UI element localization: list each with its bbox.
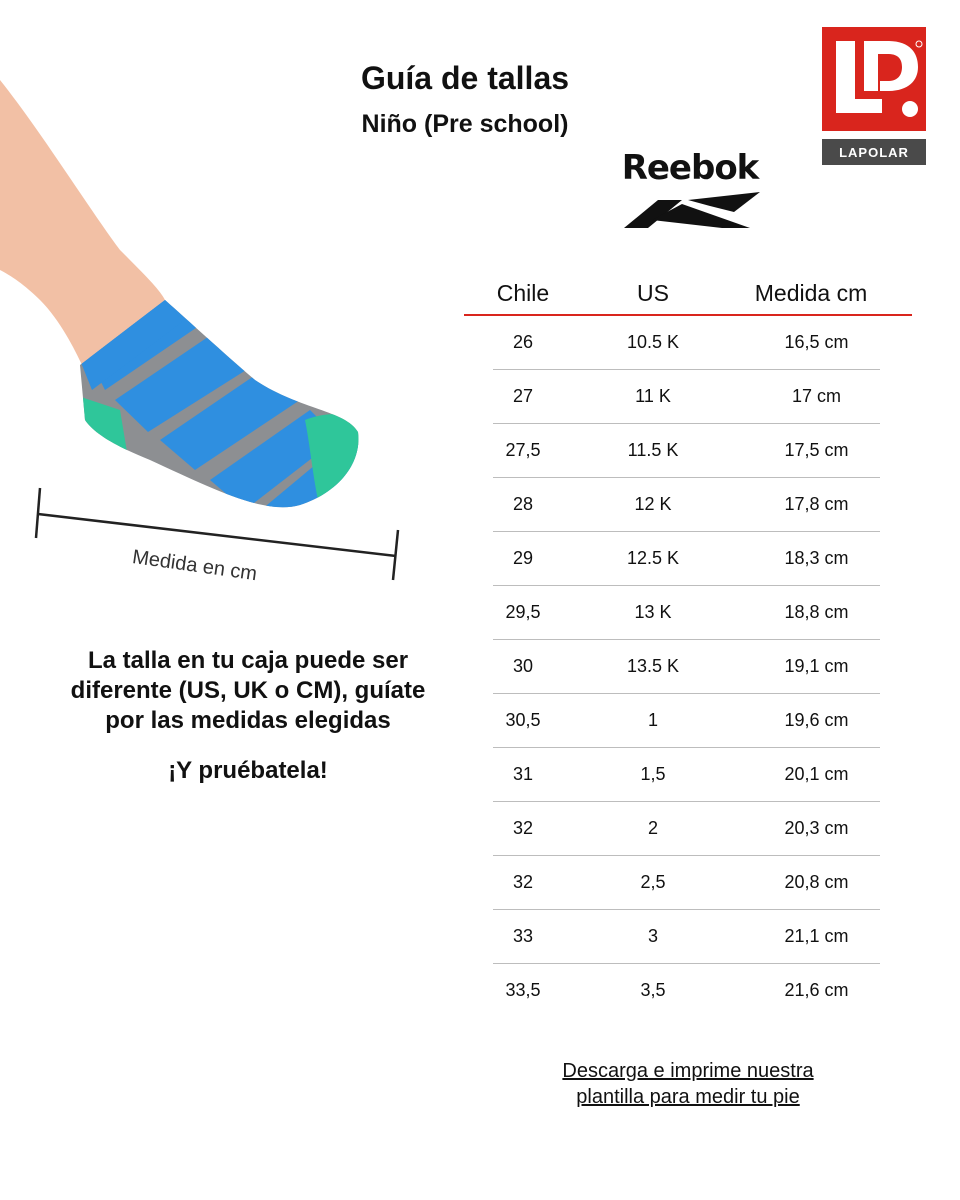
download-line-2[interactable]: plantilla para medir tu pie [576, 1086, 800, 1108]
cell-chile: 27,5 [505, 440, 541, 460]
table-row [493, 856, 880, 910]
table-row [493, 748, 880, 802]
size-note-line-3: por las medidas elegidas [105, 707, 391, 734]
cell-chile: 31 [512, 764, 534, 784]
page-title: Guía de tallas [360, 60, 570, 96]
striped-sock-foot-icon [0, 60, 420, 600]
sock-illustration [0, 60, 420, 600]
cell-chile: 33 [512, 926, 534, 946]
reebok-vector-icon [622, 190, 762, 230]
table-row [493, 964, 880, 1017]
cell-cm: 18,8 cm [784, 602, 849, 622]
size-note-line-1: La talla en tu caja puede ser [87, 647, 409, 674]
cell-chile: 32 [512, 872, 534, 892]
cell-chile: 33,5 [505, 980, 541, 1000]
cell-cm: 20,1 cm [784, 764, 849, 784]
cell-chile: 28 [512, 494, 534, 514]
table-row [493, 316, 880, 370]
cell-us: 13.5 K [626, 656, 680, 676]
cell-us: 1 [647, 710, 658, 730]
table-row [493, 370, 880, 424]
cell-cm: 17 cm [791, 386, 842, 406]
cell-cm: 19,6 cm [784, 710, 849, 730]
reebok-wordmark: Reebok [621, 148, 759, 188]
table-row [493, 910, 880, 964]
cell-us: 3 [647, 926, 658, 946]
cell-us: 11 K [635, 386, 671, 406]
size-note [40, 646, 456, 736]
cell-cm: 20,8 cm [784, 872, 849, 892]
table-row [493, 424, 880, 478]
cell-chile: 27 [512, 386, 534, 406]
measure-label: Medida en cm [130, 546, 259, 586]
cell-us: 12 K [634, 494, 672, 514]
lapolar-logo [822, 27, 926, 165]
cell-chile: 30,5 [505, 710, 541, 730]
cell-us: 1,5 [640, 764, 666, 784]
cell-cm: 20,3 cm [784, 818, 849, 838]
cell-cm: 21,1 cm [784, 926, 849, 946]
cell-us: 12.5 K [626, 548, 680, 568]
table-row [493, 694, 880, 748]
download-line-1[interactable]: Descarga e imprime nuestra [562, 1060, 814, 1082]
cell-us: 2,5 [640, 872, 666, 892]
table-row [493, 802, 880, 856]
header-chile: Chile [496, 279, 550, 306]
cell-cm: 21,6 cm [784, 980, 849, 1000]
cell-chile: 32 [512, 818, 534, 838]
page-subtitle: Niño (Pre school) [361, 110, 569, 138]
table-row [493, 532, 880, 586]
cell-cm: 18,3 cm [784, 548, 849, 568]
cell-chile: 26 [512, 332, 534, 352]
size-table [464, 272, 912, 1017]
cell-cm: 17,8 cm [784, 494, 849, 514]
size-note-line-2: diferente (US, UK o CM), guíate [70, 677, 426, 704]
lapolar-wordmark: LAPOLAR [822, 139, 926, 165]
cell-chile: 30 [512, 656, 534, 676]
cell-cm: 16,5 cm [784, 332, 849, 352]
try-on-cta: ¡Y pruébatela! [168, 757, 328, 784]
cell-cm: 19,1 cm [784, 656, 849, 676]
lp-mark-icon [822, 27, 926, 131]
table-row [493, 586, 880, 640]
reebok-logo [610, 148, 770, 234]
cell-chile: 29,5 [505, 602, 541, 622]
header-cm: Medida cm [754, 279, 868, 306]
download-template-link[interactable] [520, 1058, 856, 1110]
cell-us: 2 [647, 818, 658, 838]
cell-us: 13 K [634, 602, 672, 622]
table-row [493, 640, 880, 694]
cell-cm: 17,5 cm [784, 440, 849, 460]
table-header [464, 272, 912, 316]
cell-us: 11.5 K [627, 440, 679, 460]
cell-us: 10.5 K [626, 332, 680, 352]
header-us: US [637, 279, 669, 306]
cell-us: 3,5 [640, 980, 666, 1000]
cell-chile: 29 [512, 548, 534, 568]
table-body [493, 316, 880, 1017]
table-row [493, 478, 880, 532]
